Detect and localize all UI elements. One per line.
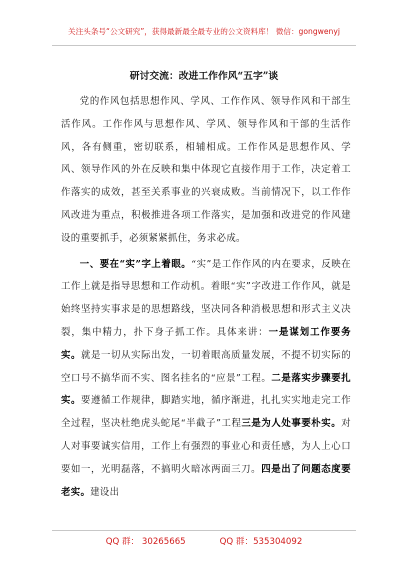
section-1-text-4: 对人对事要诚实信用，工作上有强烈的事业心和责任感，为人上心口要如一，光明磊落，不搞明火暗冰两面三刀。 (61, 418, 351, 475)
section-1-text-2: 就是一切从实际出发，一切着眼高质量发展，不提不切实际的空口号不搞华而不实、图名挂名的“应景”工程。 (61, 349, 352, 384)
footer-qq-group-2: QQ 群：535304092 (219, 537, 303, 547)
section-1-text-5: 建设出 (90, 486, 120, 498)
section-1-heading: 一、要在“实”字上着眼。 (79, 258, 192, 270)
section-1-paragraph (61, 254, 351, 505)
section-1-point-1: 一是谋划工作要务实。 (61, 326, 351, 361)
section-1-point-3: 三是为人处事要朴实。 (241, 418, 342, 430)
header-divider (52, 45, 356, 46)
header-notice: 关注头条号“公文研究”，获得最新最全最专业的公文资料库！ 微信：gongwenyj (68, 27, 340, 36)
document-title: 研讨交流：改进工作作风“五字”谈 (129, 71, 279, 82)
footer-qq-group-1: QQ 群： 30265665 (105, 537, 186, 547)
footer-contact (0, 535, 408, 547)
document-body (61, 91, 351, 504)
intro-paragraph: 党的作风包括思想作风、学风、工作作风、领导作风和干部生活作风。工作作风与思想作风、学风、领导作风和干部的生活作风，各有侧重，密切联系，相辅相成。工作作风是思想作风、学风、领导作风的外在反映和集中体现它直接作用于工作，决定着工作落实的成效，甚至关系事业的兴衰成败。当前情况下，以工作作风改进为重点，积极推进各项工作落实，是加强和改进党的作风建设的重要抓手，必须紧紧抓住，务求必成。 (61, 96, 351, 244)
section-1-text-3: 要遵循工作规律，脚踏实地，循序渐进，扎扎实实地走完工作全过程，坚决杜绝虎头蛇尾“半截子”工程 (61, 395, 352, 430)
footer-divider (52, 530, 356, 531)
section-1-text-1: “实”是工作作风的内在要求，反映在工作上就是指导思想和工作动机。着眼“实”字改进工作作风，就是始终坚持实事求是的思想路线，坚决同各种消极思想和形式主义决裂，集中精力，扑下身子抓工作。具体来讲： (61, 258, 351, 338)
section-1-point-4: 四是出了问题态度要老实。 (61, 463, 351, 498)
section-1-point-2: 二是落实步骤要扎实。 (61, 372, 351, 407)
